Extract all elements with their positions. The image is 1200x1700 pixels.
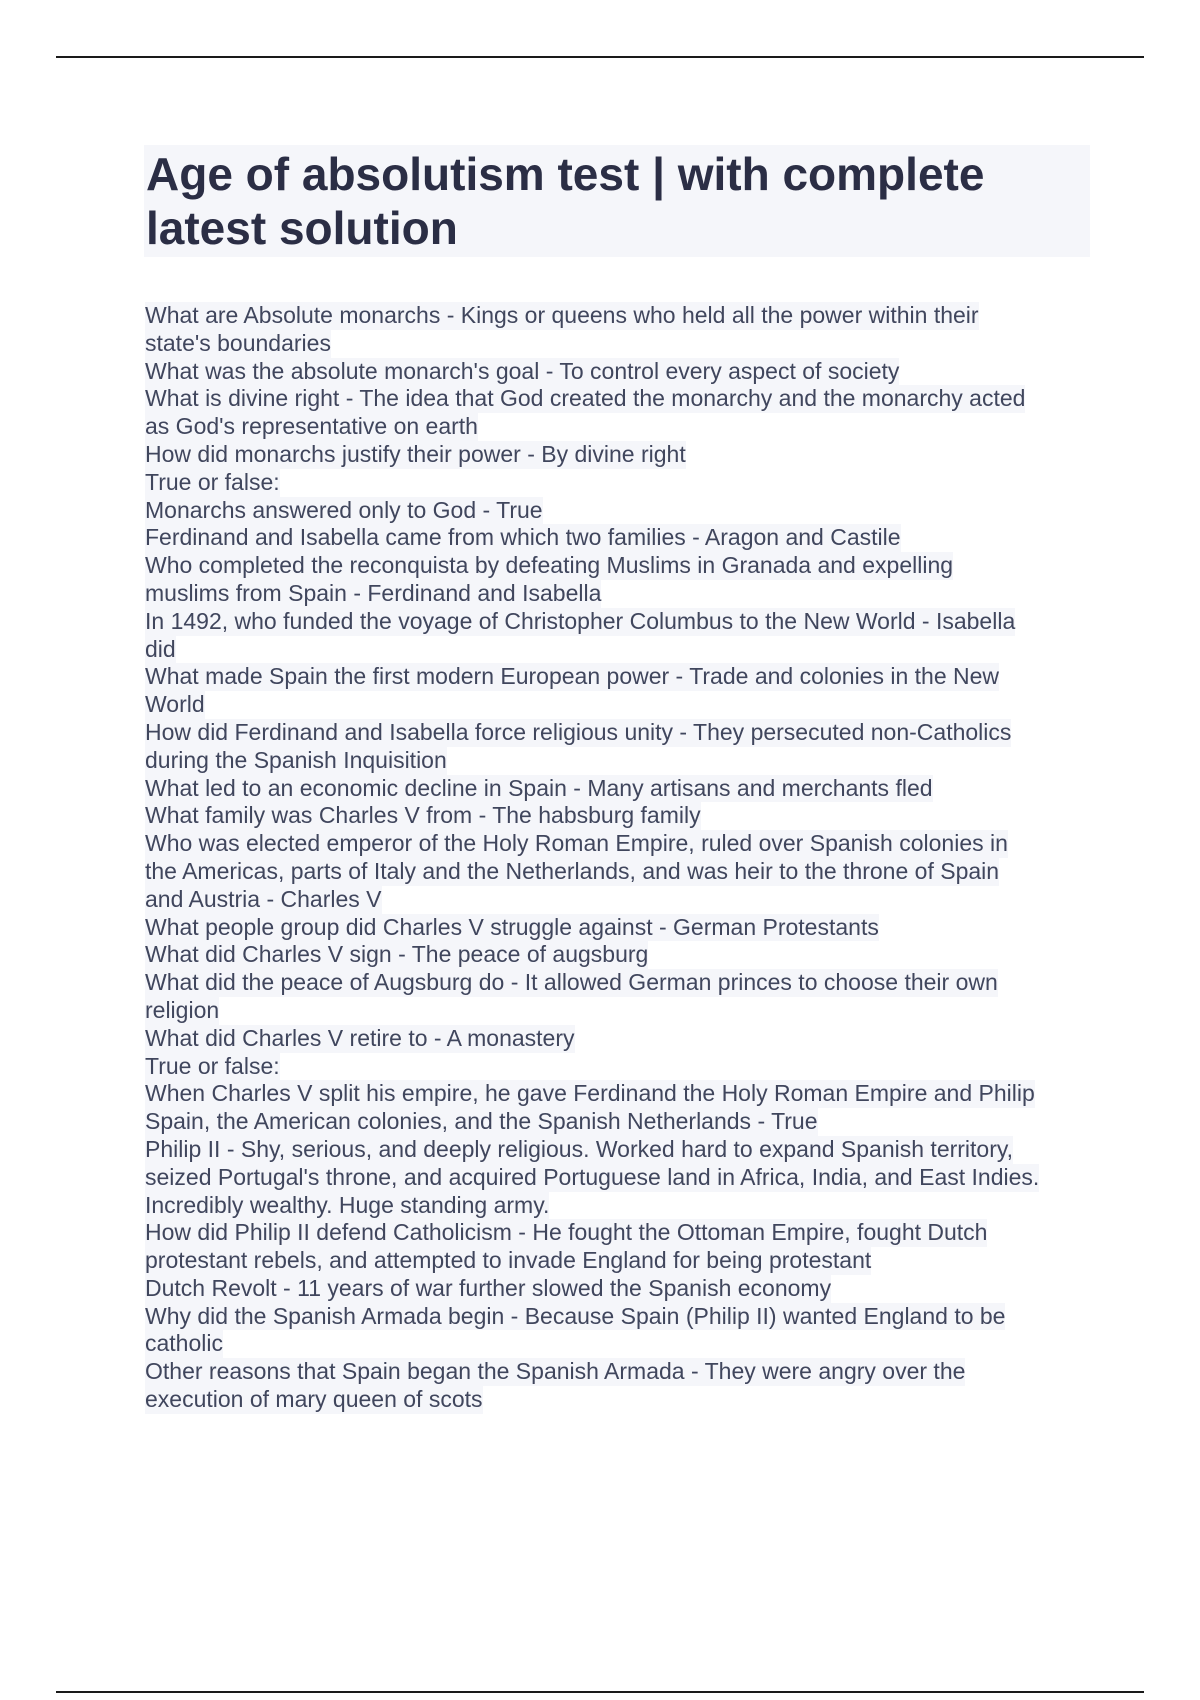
text-line: protestant rebels, and attempted to invade England for being protestant bbox=[145, 1247, 872, 1274]
text-line: Who was elected emperor of the Holy Roman Empire, ruled over Spanish colonies in bbox=[145, 830, 1008, 857]
text-line: How did Ferdinand and Isabella force religious unity - They persecuted non-Catholics bbox=[145, 718, 1012, 745]
text-line: World bbox=[145, 691, 205, 718]
text-line: catholic bbox=[145, 1330, 223, 1357]
text-line: did bbox=[145, 635, 176, 662]
text-line: Dutch Revolt - 11 years of war further slowed the Spanish economy bbox=[145, 1274, 832, 1301]
text-line: Who completed the reconquista by defeating Muslims in Granada and expelling bbox=[145, 552, 954, 579]
text-line: What are Absolute monarchs - Kings or queens who held all the power within their bbox=[145, 302, 979, 328]
title-line-2: latest solution bbox=[146, 202, 458, 254]
text-line: as God's representative on earth bbox=[145, 413, 478, 440]
text-line: How did monarchs justify their power - By divine right bbox=[145, 440, 686, 467]
text-line: Spain, the American colonies, and the Spanish Netherlands - True bbox=[145, 1108, 818, 1135]
text-line: When Charles V split his empire, he gave Ferdinand the Holy Roman Empire and Philip bbox=[145, 1080, 1035, 1107]
text-line: Monarchs answered only to God - True bbox=[145, 496, 543, 523]
text-line: religion bbox=[145, 996, 220, 1023]
text-line: during the Spanish Inquisition bbox=[145, 746, 447, 773]
document-body bbox=[145, 302, 1095, 1414]
text-line: What did the peace of Augsburg do - It allowed German princes to choose their own bbox=[145, 969, 998, 996]
text-line: state's boundaries bbox=[145, 329, 331, 356]
text-line: What family was Charles V from - The habsburg family bbox=[145, 802, 701, 829]
document-title bbox=[146, 147, 1088, 255]
text-line: How did Philip II defend Catholicism - He fought the Ottoman Empire, fought Dutch bbox=[145, 1219, 988, 1246]
text-line: What made Spain the first modern European power - Trade and colonies in the New bbox=[145, 663, 1000, 690]
text-line: seized Portugal's throne, and acquired Portuguese land in Africa, India, and East Indies. bbox=[145, 1163, 1040, 1190]
title-block bbox=[144, 145, 1090, 257]
text-line: True or false: bbox=[145, 468, 280, 495]
text-line: What did Charles V sign - The peace of augsburg bbox=[145, 941, 649, 968]
text-line: Philip II - Shy, serious, and deeply religious. Worked hard to expand Spanish territory, bbox=[145, 1135, 1014, 1162]
text-line: execution of mary queen of scots bbox=[145, 1386, 483, 1413]
text-line: In 1492, who funded the voyage of Christopher Columbus to the New World - Isabella bbox=[145, 607, 1016, 634]
text-line: What people group did Charles V struggle against - German Protestants bbox=[145, 913, 879, 940]
text-line: What is divine right - The idea that God created the monarchy and the monarchy acted bbox=[145, 385, 1026, 412]
text-line: Ferdinand and Isabella came from which two families - Aragon and Castile bbox=[145, 524, 901, 551]
text-line: the Americas, parts of Italy and the Netherlands, and was heir to the throne of Spain bbox=[145, 857, 1000, 884]
text-line: True or false: bbox=[145, 1052, 280, 1079]
text-line: Incredibly wealthy. Huge standing army. bbox=[145, 1191, 550, 1218]
text-line: What was the absolute monarch's goal - To control every aspect of society bbox=[145, 357, 900, 384]
text-line: muslims from Spain - Ferdinand and Isabella bbox=[145, 579, 602, 606]
text-line: What led to an economic decline in Spain - Many artisans and merchants fled bbox=[145, 774, 933, 801]
text-line: and Austria - Charles V bbox=[145, 885, 382, 912]
text-line: Other reasons that Spain began the Spanish Armada - They were angry over the bbox=[145, 1358, 966, 1385]
title-line-1: Age of absolutism test | with complete bbox=[146, 148, 985, 200]
text-line: What did Charles V retire to - A monastery bbox=[145, 1024, 575, 1051]
text-line: Why did the Spanish Armada begin - Because Spain (Philip II) wanted England to be bbox=[145, 1302, 1006, 1329]
footer-rule bbox=[56, 1691, 1144, 1693]
header-rule bbox=[56, 56, 1144, 58]
